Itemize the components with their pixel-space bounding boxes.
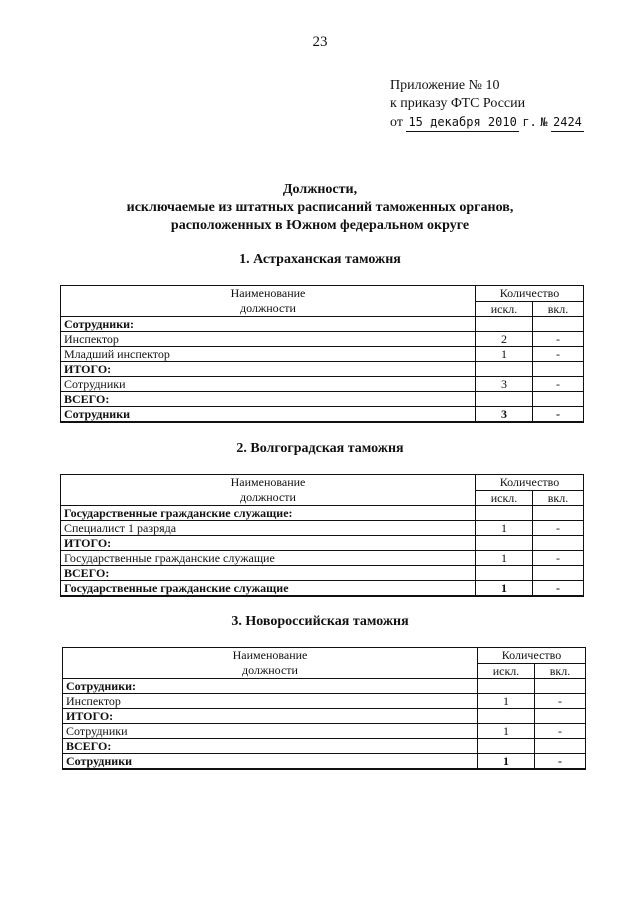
table-row-total [61, 581, 584, 597]
title-line-1: Должности, [282, 182, 358, 197]
row-included: - [533, 377, 584, 392]
row-excluded: 3 [476, 407, 533, 423]
row-excluded: 3 [476, 377, 533, 392]
row-name: ВСЕГО: [61, 392, 476, 407]
header-included: вкл. [535, 663, 586, 679]
row-name: Государственные гражданские служащие [61, 551, 476, 566]
appendix-line-1: Приложение № 10 [390, 78, 500, 93]
header-quantity: Количество [476, 475, 584, 491]
row-included [533, 317, 584, 332]
row-name: Сотрудники: [63, 679, 478, 694]
order-number: 2424 [551, 113, 584, 132]
row-included [533, 566, 584, 581]
row-included [533, 536, 584, 551]
row-excluded [476, 536, 533, 551]
title-line-2: исключаемые из штатных расписаний таможенных органов, [126, 200, 514, 215]
row-name: Сотрудники [61, 377, 476, 392]
header-name-line-2: должности [240, 301, 296, 315]
row-included: - [533, 521, 584, 536]
row-included: - [535, 754, 586, 770]
row-included [533, 392, 584, 407]
staff-table-volgograd [60, 474, 584, 597]
table-row-total [63, 754, 586, 770]
date-suffix: г. [522, 115, 537, 129]
table-row [61, 521, 584, 536]
row-excluded [476, 392, 533, 407]
table-row-total [61, 407, 584, 423]
row-excluded [476, 362, 533, 377]
row-name: Сотрудники [63, 724, 478, 739]
header-name-line-1: Наименование [230, 475, 306, 489]
staff-table-astrakhan [60, 285, 584, 423]
header-excluded: искл. [476, 301, 533, 317]
table-header-row [61, 286, 584, 302]
row-excluded: 1 [478, 754, 535, 770]
row-included [535, 709, 586, 724]
row-excluded [476, 506, 533, 521]
row-name: Инспектор [61, 332, 476, 347]
row-name: Младший инспектор [61, 347, 476, 362]
appendix-line-2: к приказу ФТС России [390, 96, 526, 111]
row-name: ИТОГО: [61, 536, 476, 551]
row-excluded [476, 317, 533, 332]
row-name: Инспектор [63, 694, 478, 709]
table-row [63, 709, 586, 724]
row-included: - [533, 347, 584, 362]
row-name: Сотрудники: [61, 317, 476, 332]
row-excluded: 1 [478, 694, 535, 709]
row-name: ИТОГО: [63, 709, 478, 724]
table-row [61, 392, 584, 407]
row-included: - [533, 332, 584, 347]
row-name: Сотрудники [61, 407, 476, 423]
row-name: ВСЕГО: [63, 739, 478, 754]
table-row [61, 347, 584, 362]
row-excluded [478, 679, 535, 694]
date-prefix: от [390, 115, 403, 130]
row-included [535, 679, 586, 694]
table-header-row [61, 475, 584, 491]
table-row [61, 317, 584, 332]
table-row [61, 506, 584, 521]
header-quantity: Количество [478, 648, 586, 664]
table-row [61, 551, 584, 566]
row-excluded: 1 [476, 521, 533, 536]
table-row [61, 566, 584, 581]
row-included: - [533, 551, 584, 566]
appendix-date-line [390, 113, 584, 132]
row-included: - [535, 724, 586, 739]
row-name: Государственные гражданские служащие [61, 581, 476, 597]
staff-table-novorossiysk [62, 647, 586, 770]
row-included: - [533, 581, 584, 597]
table-row [63, 739, 586, 754]
number-sign: № [540, 115, 548, 129]
document-title [0, 181, 640, 235]
table-row [61, 536, 584, 551]
table-row [61, 362, 584, 377]
table-row [61, 377, 584, 392]
row-excluded [476, 566, 533, 581]
section-heading-astrakhan: 1. Астраханская таможня [239, 252, 401, 267]
row-included: - [533, 407, 584, 423]
header-name-line-1: Наименование [232, 648, 308, 662]
row-name: Сотрудники [63, 754, 478, 770]
section-heading-volgograd: 2. Волгоградская таможня [236, 441, 404, 456]
date-value: 15 декабря 2010 [406, 113, 518, 132]
header-excluded: искл. [476, 490, 533, 506]
page-number: 23 [312, 34, 328, 50]
row-included: - [535, 694, 586, 709]
section-heading-novorossiysk: 3. Новороссийская таможня [231, 614, 409, 629]
header-name-line-2: должности [242, 663, 298, 677]
header-name-line-2: должности [240, 490, 296, 504]
table-row [63, 724, 586, 739]
header-name-cell [61, 475, 476, 506]
row-excluded: 1 [476, 551, 533, 566]
header-quantity: Количество [476, 286, 584, 302]
row-name: Специалист 1 разряда [61, 521, 476, 536]
row-excluded [478, 739, 535, 754]
title-line-3: расположенных в Южном федеральном округе [170, 218, 470, 233]
row-excluded: 1 [476, 347, 533, 362]
header-excluded: искл. [478, 663, 535, 679]
appendix-block [390, 77, 584, 132]
row-name: ИТОГО: [61, 362, 476, 377]
row-excluded: 1 [476, 581, 533, 597]
header-included: вкл. [533, 301, 584, 317]
row-name: Государственные гражданские служащие: [61, 506, 476, 521]
table-row [61, 332, 584, 347]
row-excluded: 2 [476, 332, 533, 347]
header-name-cell [61, 286, 476, 317]
header-name-line-1: Наименование [230, 286, 306, 300]
table-row [63, 694, 586, 709]
row-excluded [478, 709, 535, 724]
row-included [533, 506, 584, 521]
header-included: вкл. [533, 490, 584, 506]
row-name: ВСЕГО: [61, 566, 476, 581]
row-included [533, 362, 584, 377]
row-excluded: 1 [478, 724, 535, 739]
table-row [63, 679, 586, 694]
table-header-row [63, 648, 586, 664]
row-included [535, 739, 586, 754]
header-name-cell [63, 648, 478, 679]
